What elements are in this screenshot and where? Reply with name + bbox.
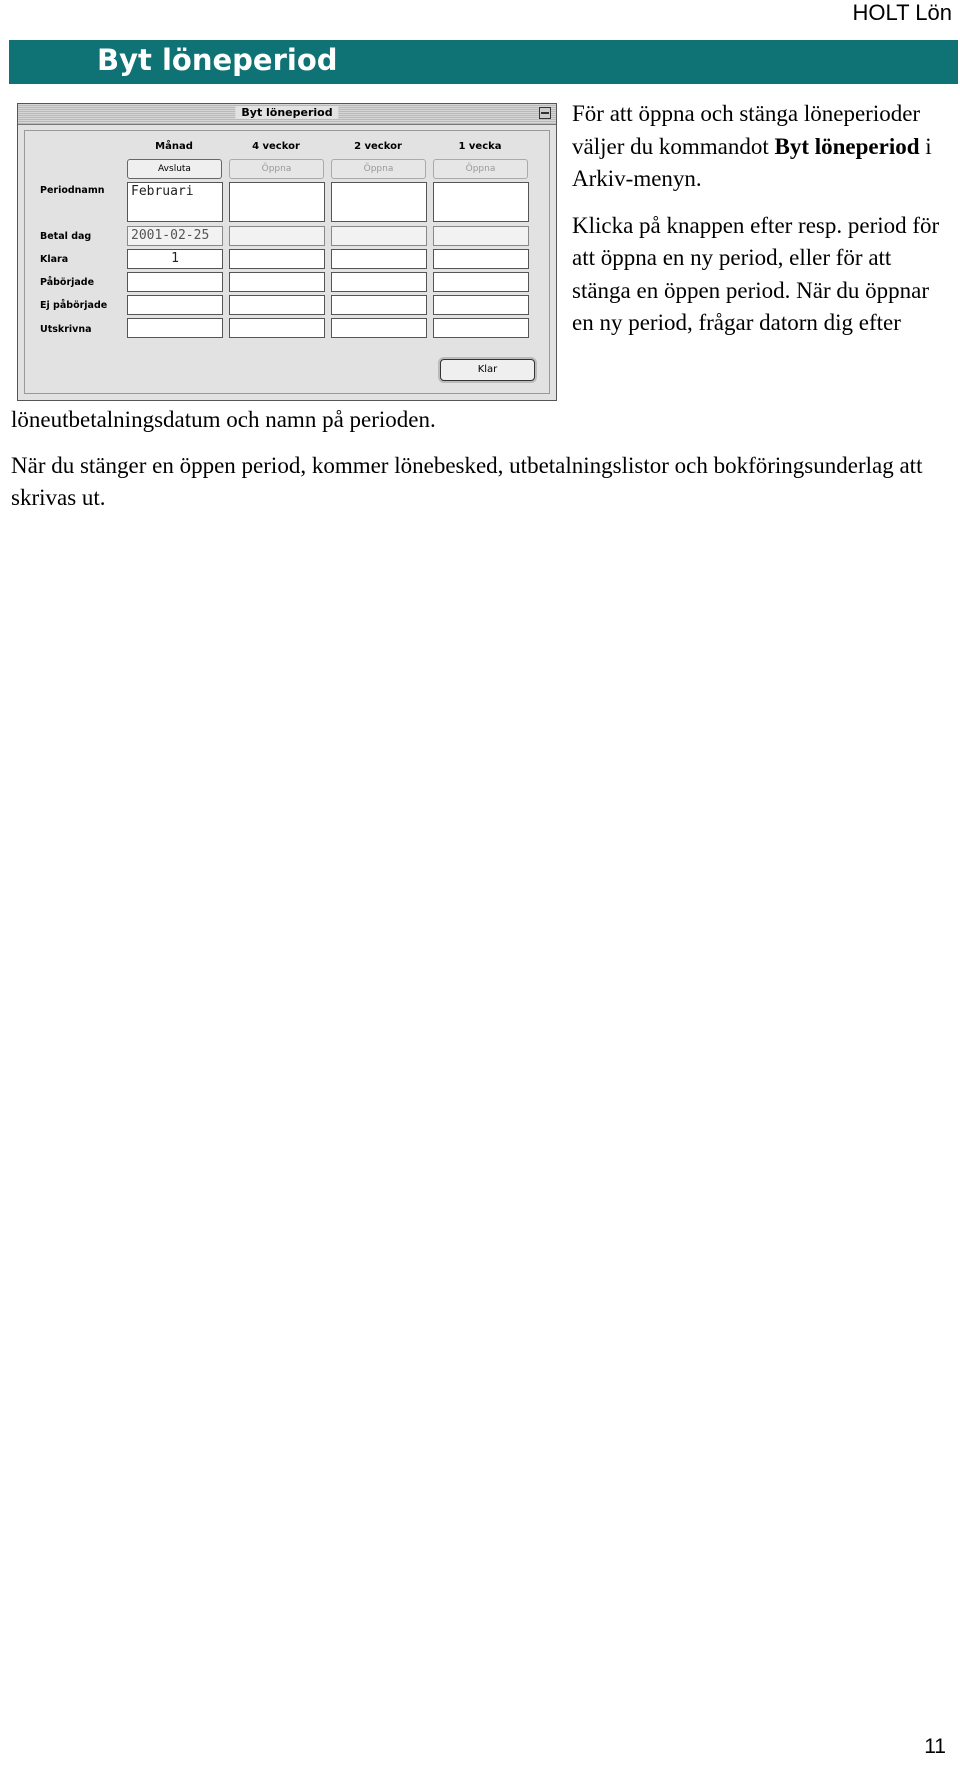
label-utskrivna: Utskrivna xyxy=(40,324,92,335)
ej-paborjade-field-manad xyxy=(127,295,223,315)
dialog-screenshot xyxy=(17,103,557,401)
column-header-2-veckor: 2 veckor xyxy=(354,141,402,152)
betal-dag-field-1-vecka[interactable] xyxy=(433,226,529,246)
ej-paborjade-field-1-vecka xyxy=(433,295,529,315)
klar-button[interactable]: Klar xyxy=(440,359,535,381)
oppna-1-vecka-button[interactable]: Öppna xyxy=(433,159,528,179)
page-number: 11 xyxy=(924,1735,946,1758)
klara-field-4-veckor xyxy=(229,249,325,269)
periodnamn-field-manad[interactable]: Februari xyxy=(127,182,223,222)
column-header-1-vecka: 1 vecka xyxy=(458,141,502,152)
periodnamn-field-1-vecka[interactable] xyxy=(433,182,529,222)
paragraph-closing: När du stänger en öppen period, kommer lönebesked, utbetalningslistor och bokföringsunderlag att skrivas ut. xyxy=(11,453,923,510)
klara-field-manad: 1 xyxy=(127,249,223,269)
section-title: Byt löneperiod xyxy=(97,43,338,77)
dialog-title: Byt löneperiod xyxy=(235,106,338,119)
ej-paborjade-field-2-veckor xyxy=(331,295,427,315)
paragraph-intro xyxy=(572,98,952,196)
oppna-2-veckor-button[interactable]: Öppna xyxy=(331,159,426,179)
label-periodnamn: Periodnamn xyxy=(40,185,105,196)
oppna-4-veckor-button[interactable]: Öppna xyxy=(229,159,324,179)
section-title-bar xyxy=(9,40,958,84)
column-header-manad: Månad xyxy=(155,141,193,152)
label-ej-paborjade: Ej påbörjade xyxy=(40,300,108,311)
label-paborjade: Påbörjade xyxy=(40,277,95,288)
command-name: Byt löneperiod xyxy=(774,133,920,159)
paborjade-field-1-vecka xyxy=(433,272,529,292)
dialog-titlebar xyxy=(18,104,556,125)
paborjade-field-manad xyxy=(127,272,223,292)
text-span: För att öppna och stänga löneperioder väljer du kommandot xyxy=(572,101,921,159)
collapse-box-icon[interactable] xyxy=(539,107,551,119)
utskrivna-field-2-veckor xyxy=(331,318,427,338)
text-span: i Arkiv-menyn. xyxy=(572,133,932,191)
app-name: HOLT Lön xyxy=(852,0,952,25)
periodnamn-field-2-veckor[interactable] xyxy=(331,182,427,222)
betal-dag-field-2-veckor[interactable] xyxy=(331,226,427,246)
avsluta-button[interactable]: Avsluta xyxy=(127,159,222,179)
betal-dag-field-manad[interactable]: 2001-02-25 xyxy=(127,226,223,246)
paragraph-instructions-continued: löneutbetalningsdatum och namn på perioden. xyxy=(11,407,436,432)
periodnamn-field-4-veckor[interactable] xyxy=(229,182,325,222)
paragraph-instructions: Klicka på knappen efter resp. period för att öppna en ny period, eller för att stänga en öppen period. När du öppnar en ny period, frågar datorn dig efter xyxy=(572,212,940,335)
betal-dag-field-4-veckor[interactable] xyxy=(229,226,325,246)
column-header-4-veckor: 4 veckor xyxy=(252,141,300,152)
utskrivna-field-1-vecka xyxy=(433,318,529,338)
klara-field-2-veckor xyxy=(331,249,427,269)
ej-paborjade-field-4-veckor xyxy=(229,295,325,315)
klara-field-1-vecka xyxy=(433,249,529,269)
intro-text xyxy=(572,98,952,340)
label-betal-dag: Betal dag xyxy=(40,231,92,242)
paborjade-field-4-veckor xyxy=(229,272,325,292)
paborjade-field-2-veckor xyxy=(331,272,427,292)
label-klara: Klara xyxy=(40,254,69,265)
utskrivna-field-4-veckor xyxy=(229,318,325,338)
utskrivna-field-manad xyxy=(127,318,223,338)
